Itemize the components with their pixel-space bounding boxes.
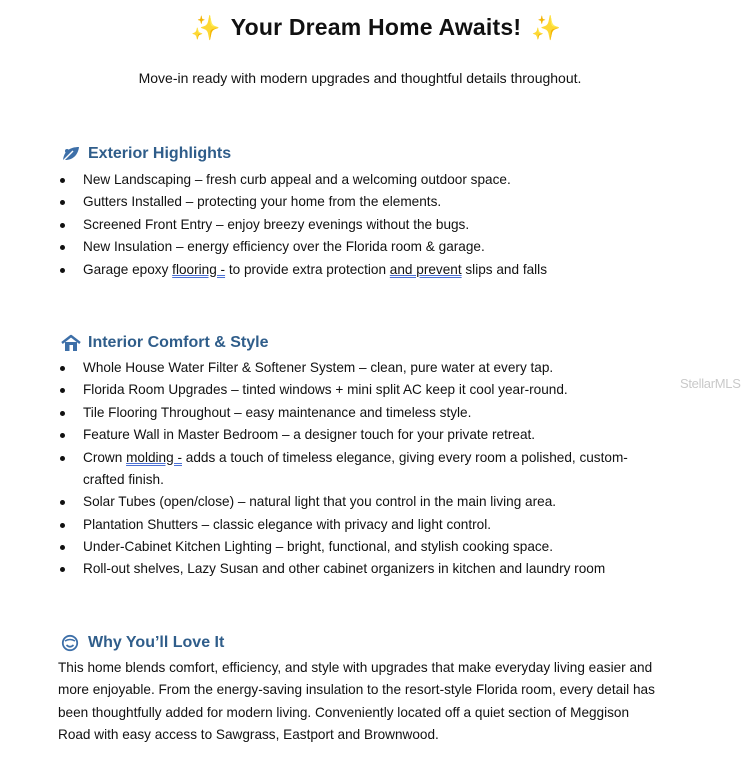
list-item: New Landscaping – fresh curb appeal and a welcoming outdoor space. [58, 169, 547, 191]
list-item: Whole House Water Filter & Softener System – clean, pure water at every tap. [58, 357, 643, 379]
interior-heading [60, 334, 268, 352]
list-item-text: Crown [83, 449, 127, 465]
list-item-text: slips and falls [461, 261, 547, 277]
exterior-heading-label: Exterior Highlights [88, 145, 232, 162]
list-item: New Insulation – energy efficiency over the Florida room & garage. [58, 236, 547, 258]
sparkles-icon: ✨ [531, 15, 562, 42]
leaf-icon [60, 145, 82, 163]
list-item: Tile Flooring Throughout – easy maintenance and timeless style. [58, 402, 643, 424]
exterior-list [58, 169, 547, 281]
spellcheck-underlined-text: and prevent [389, 261, 462, 277]
why-paragraph: This home blends comfort, efficiency, and style with upgrades that make everyday living easier and more enjoyable. From the energy-saving insulation to the resort-style Florida room, every detail has been thoughtfully added for modern living. Conveniently located off a quiet section of Meggison Road with easy access to Sawgrass, Eastport and Brownwood. [58, 660, 655, 743]
list-item [58, 259, 547, 281]
list-item-text: adds a touch of timeless elegance, giving every room a polished, custom-crafted finish. [83, 449, 628, 487]
list-item: Plantation Shutters – classic elegance with privacy and light control. [58, 514, 643, 536]
list-item [58, 447, 643, 492]
list-item-text: Garage epoxy [83, 261, 173, 277]
list-item: Screened Front Entry – enjoy breezy evenings without the bugs. [58, 214, 547, 236]
page-subtitle: Move-in ready with modern upgrades and thoughtful details throughout. [138, 70, 582, 86]
sparkles-icon: ✨ [190, 15, 221, 42]
watermark-logo: StellarMLS [680, 376, 741, 391]
why-heading [60, 634, 224, 652]
list-item: Under-Cabinet Kitchen Lighting – bright, functional, and stylish cooking space. [58, 536, 643, 558]
why-heading-label: Why You’ll Love It [88, 634, 225, 651]
house-icon [60, 334, 82, 352]
interior-heading-label: Interior Comfort & Style [88, 334, 269, 351]
page-title: Your Dream Home Awaits! [230, 14, 522, 40]
exterior-heading [60, 145, 231, 163]
spellcheck-underlined-text: flooring - [172, 261, 226, 277]
smiley-icon [60, 634, 82, 652]
list-item: Solar Tubes (open/close) – natural light that you control in the main living area. [58, 491, 643, 513]
list-item: Roll-out shelves, Lazy Susan and other cabinet organizers in kitchen and laundry room [58, 558, 643, 580]
list-item: Gutters Installed – protecting your home from the elements. [58, 191, 547, 213]
list-item-text: to provide extra protection [225, 261, 390, 277]
interior-list [58, 357, 643, 581]
spellcheck-underlined-text: molding - [126, 449, 182, 465]
list-item: Feature Wall in Master Bedroom – a designer touch for your private retreat. [58, 424, 643, 446]
page-title-row [0, 14, 752, 43]
list-item: Florida Room Upgrades – tinted windows + mini split AC keep it cool year-round. [58, 379, 643, 401]
